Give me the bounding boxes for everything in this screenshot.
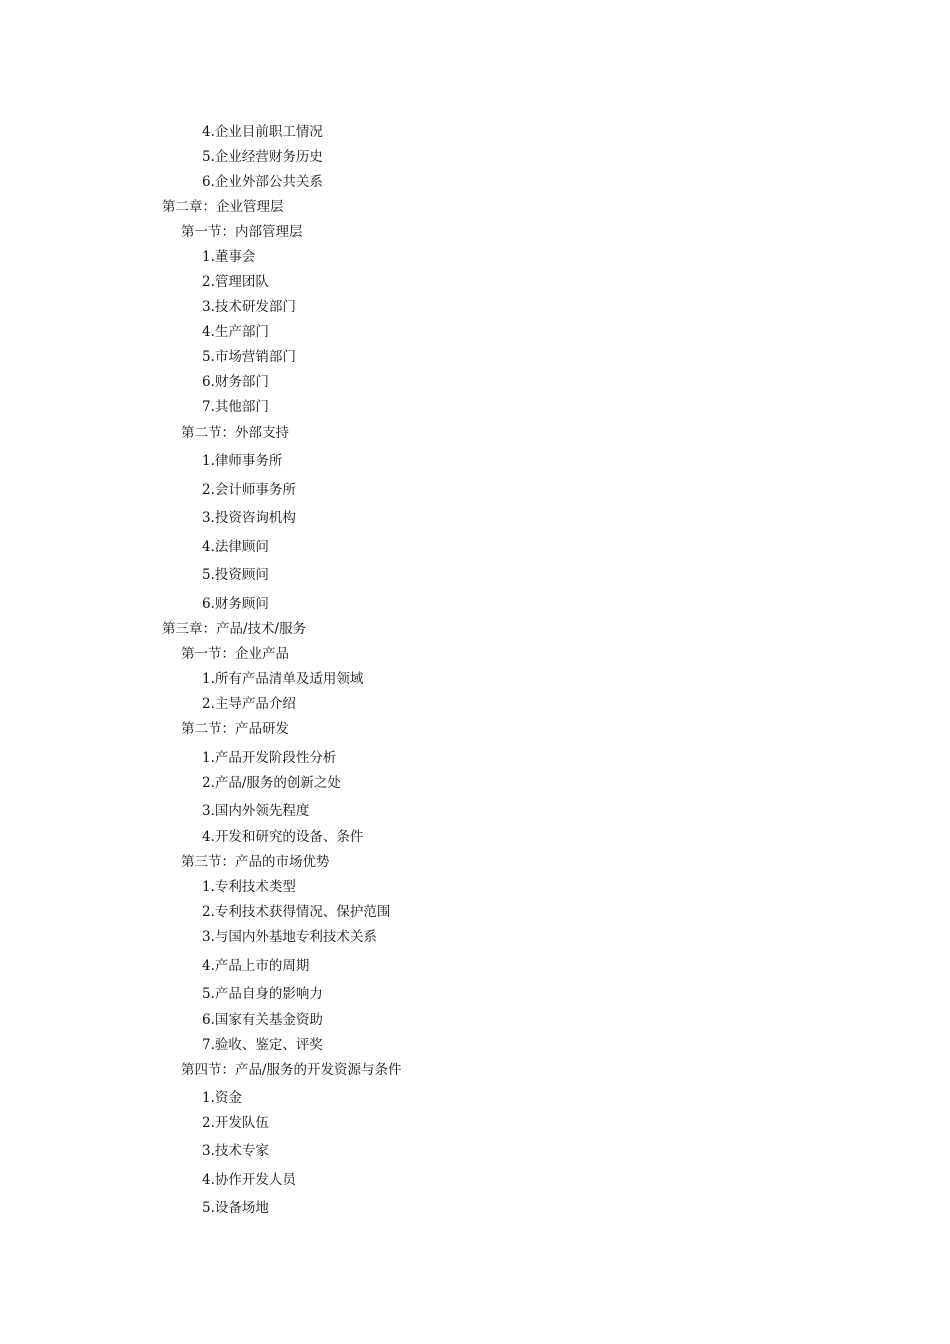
outline-item: 4.企业目前职工情况 (202, 124, 323, 140)
outline-item: 6.财务部门 (202, 374, 269, 390)
outline-item: 1.律师事务所 (202, 453, 283, 469)
section-heading: 第四节：产品/服务的开发资源与条件 (181, 1062, 402, 1078)
outline-item: 5.市场营销部门 (202, 349, 296, 365)
section-heading: 第一节：企业产品 (181, 646, 289, 662)
chapter-heading: 第三章：产品/技术/服务 (162, 621, 307, 637)
outline-item: 1.所有产品清单及适用领域 (202, 671, 364, 687)
outline-item: 4.法律顾问 (202, 539, 269, 555)
outline-item: 3.技术研发部门 (202, 299, 296, 315)
outline-item: 5.投资顾问 (202, 567, 269, 583)
chapter-heading: 第二章：企业管理层 (162, 199, 284, 215)
outline-item: 2.管理团队 (202, 274, 269, 290)
outline-item: 7.验收、鉴定、评奖 (202, 1037, 323, 1053)
outline-item: 4.生产部门 (202, 324, 269, 340)
outline-item: 4.产品上市的周期 (202, 958, 310, 974)
outline-item: 2.产品/服务的创新之处 (202, 775, 341, 791)
outline-item: 6.企业外部公共关系 (202, 174, 323, 190)
outline-item: 2.会计师事务所 (202, 482, 296, 498)
outline-item: 6.国家有关基金资助 (202, 1012, 323, 1028)
outline-item: 2.专利技术获得情况、保护范围 (202, 904, 391, 920)
outline-item: 1.董事会 (202, 249, 256, 265)
section-heading: 第二节：产品研发 (181, 721, 289, 737)
outline-item: 4.开发和研究的设备、条件 (202, 829, 364, 845)
section-heading: 第三节：产品的市场优势 (181, 854, 330, 870)
outline-item: 5.设备场地 (202, 1200, 269, 1216)
outline-item: 6.财务顾问 (202, 596, 269, 612)
outline-item: 2.主导产品介绍 (202, 696, 296, 712)
outline-item: 1.资金 (202, 1090, 242, 1106)
outline-item: 7.其他部门 (202, 399, 269, 415)
outline-item: 4.协作开发人员 (202, 1172, 296, 1188)
outline-item: 1.专利技术类型 (202, 879, 296, 895)
outline-item: 3.与国内外基地专利技术关系 (202, 929, 377, 945)
outline-item: 3.国内外领先程度 (202, 803, 310, 819)
outline-item: 3.技术专家 (202, 1143, 269, 1159)
section-heading: 第二节：外部支持 (181, 425, 289, 441)
outline-item: 5.企业经营财务历史 (202, 149, 323, 165)
outline-item: 2.开发队伍 (202, 1115, 269, 1131)
outline-item: 1.产品开发阶段性分析 (202, 750, 337, 766)
section-heading: 第一节：内部管理层 (181, 224, 303, 240)
outline-item: 3.投资咨询机构 (202, 510, 296, 526)
outline-item: 5.产品自身的影响力 (202, 986, 323, 1002)
